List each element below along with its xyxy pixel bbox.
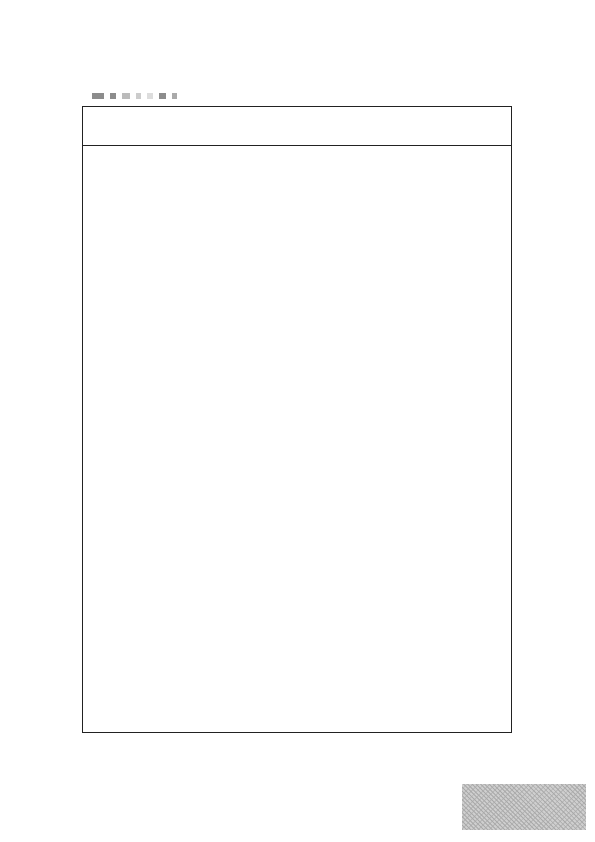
toc-item-page [481,503,501,520]
toc-item [95,261,501,278]
toc-item-page [481,347,501,364]
toc-item-page [481,278,501,295]
toc-item [95,486,501,503]
toc-item-page [481,192,501,209]
redacted-footer-block [84,776,459,832]
toc-item [95,174,501,191]
toc-item [95,347,501,364]
toc-item-page [481,416,501,433]
toc-item [95,365,501,382]
toc-item-page [481,295,501,312]
toc-item-page [481,313,501,330]
toc-item-page [481,468,501,485]
toc-item [95,278,501,295]
toc-item [95,226,501,243]
qr-code-icon [12,776,74,832]
redacted-barcode-block [462,784,586,830]
toc-item [95,313,501,330]
toc-section-heading [95,451,501,468]
report-frame [82,106,512,733]
toc-section-heading [95,157,501,174]
toc-item-page [481,174,501,191]
toc-section-heading [95,330,501,347]
toc-item [95,399,501,416]
toc-item-page [481,365,501,382]
title-bar [83,107,511,146]
toc-item [95,192,501,209]
toc-item-page [481,486,501,503]
toc-item-page [481,382,501,399]
toc-item-page [481,399,501,416]
toc-item-page [481,243,501,260]
redacted-verification-code [512,17,584,29]
toc-item [95,295,501,312]
toc-item-page [481,226,501,243]
redacted-report-number [92,93,202,99]
toc-item-page [481,261,501,278]
toc-item-page [481,434,501,451]
toc-item [95,468,501,485]
toc-item [95,434,501,451]
toc-item [95,243,501,260]
table-of-contents [95,157,501,520]
toc-section-heading [95,209,501,226]
toc-item [95,503,501,520]
toc-item [95,382,501,399]
toc-item [95,416,501,433]
